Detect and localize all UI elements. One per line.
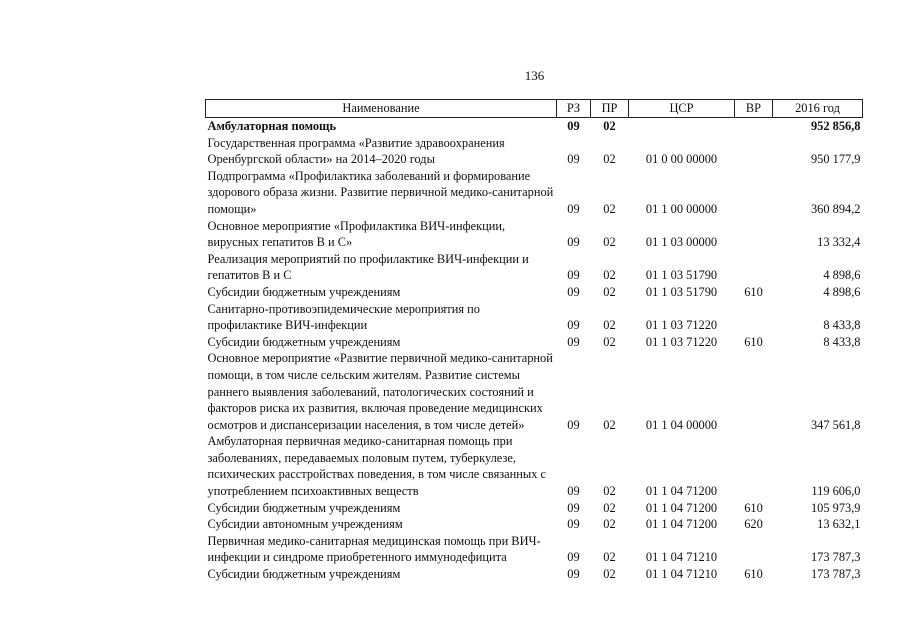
row-vr <box>735 135 773 168</box>
row-pr: 02 <box>603 318 616 333</box>
row-csr: 01 1 00 00000 <box>645 201 718 216</box>
row-vr: 610 <box>744 334 763 349</box>
header-csr: ЦСР <box>629 100 735 118</box>
row-name: Основное мероприятие «Профилактика ВИЧ-инфекции, вирусных гепатитов В и С» <box>207 218 506 250</box>
header-year: 2016 год <box>773 100 863 118</box>
row-pr: 02 <box>603 550 616 565</box>
budget-table <box>205 99 863 583</box>
row-pr: 02 <box>603 334 616 349</box>
row-rz: 09 <box>567 567 580 582</box>
row-name: Амбулаторная помощь <box>207 119 337 133</box>
row-name: Подпрограмма «Профилактика заболеваний и формирование здорового образа жизни. Развитие первичной медико-санитарной помощи» <box>207 168 554 216</box>
row-vr: 610 <box>744 500 763 515</box>
row-sum: 13 332,4 <box>817 235 861 250</box>
table-row <box>206 433 863 499</box>
row-vr <box>735 251 773 284</box>
row-rz: 09 <box>567 119 580 133</box>
row-csr: 01 1 04 71200 <box>645 517 718 532</box>
row-name: Реализация мероприятий по профилактике ВИЧ-инфекции и гепатитов В и С <box>207 251 529 283</box>
row-vr <box>735 118 773 135</box>
row-sum: 952 856,8 <box>810 119 861 133</box>
table-row <box>206 301 863 334</box>
row-rz: 09 <box>567 500 580 515</box>
row-vr: 610 <box>744 284 763 299</box>
row-vr <box>735 301 773 334</box>
row-name: Санитарно-противоэпидемические мероприятия по профилактике ВИЧ-инфекции <box>207 301 480 333</box>
table-row <box>206 284 863 301</box>
table-row <box>206 218 863 251</box>
row-name: Субсидии бюджетным учреждениям <box>207 500 401 515</box>
row-vr: 610 <box>744 567 763 582</box>
row-vr <box>735 533 773 566</box>
row-sum: 13 632,1 <box>817 517 861 532</box>
row-name: Государственная программа «Развитие здравоохранения Оренбургской области» на 2014–2020 годы <box>207 135 505 167</box>
row-sum: 105 973,9 <box>810 500 861 515</box>
row-rz: 09 <box>567 235 580 250</box>
row-pr: 02 <box>603 484 616 499</box>
row-vr <box>735 218 773 251</box>
row-name: Первичная медико-санитарная медицинская помощь при ВИЧ-инфекции и синдроме приобретенного иммунодефицита <box>207 533 541 565</box>
row-sum: 173 787,3 <box>810 550 861 565</box>
table-header-row <box>206 100 863 118</box>
header-rz: РЗ <box>557 100 591 118</box>
row-pr: 02 <box>603 417 616 432</box>
row-name: Субсидии бюджетным учреждениям <box>207 567 401 582</box>
row-rz: 09 <box>567 318 580 333</box>
row-pr: 02 <box>603 567 616 582</box>
header-vr: ВР <box>735 100 773 118</box>
row-csr: 01 1 04 71200 <box>645 484 718 499</box>
row-sum: 8 433,8 <box>823 318 861 333</box>
row-csr: 01 1 03 51790 <box>645 284 718 299</box>
table-row <box>206 516 863 533</box>
row-csr: 01 0 00 00000 <box>645 152 718 167</box>
table-row <box>206 500 863 517</box>
row-pr: 02 <box>603 235 616 250</box>
row-csr: 01 1 03 51790 <box>645 268 718 283</box>
row-sum: 8 433,8 <box>823 334 861 349</box>
row-rz: 09 <box>567 284 580 299</box>
row-pr: 02 <box>603 268 616 283</box>
row-csr: 01 1 04 71200 <box>645 500 718 515</box>
row-pr: 02 <box>603 500 616 515</box>
row-csr: 01 1 03 71220 <box>645 318 718 333</box>
table-row <box>206 118 863 135</box>
row-rz: 09 <box>567 152 580 167</box>
table-row <box>206 251 863 284</box>
row-vr <box>735 168 773 218</box>
row-vr: 620 <box>744 517 763 532</box>
row-name: Субсидии автономным учреждениям <box>207 517 403 532</box>
row-pr: 02 <box>603 517 616 532</box>
row-sum: 119 606,0 <box>811 484 861 499</box>
row-sum: 4 898,6 <box>823 268 861 283</box>
row-sum: 173 787,3 <box>810 567 861 582</box>
row-name: Основное мероприятие «Развитие первичной медико-санитарной помощи, в том числе сельским жителям. Развитие системы раннего выявления заболеваний, патологических состояний и факторов риска их развития, включая проведение медицинских осмотров и диспансеризации населения, в том числе детей» <box>207 351 553 432</box>
row-csr: 01 1 03 00000 <box>645 235 718 250</box>
row-rz: 09 <box>567 201 580 216</box>
row-vr <box>735 433 773 499</box>
row-rz: 09 <box>567 268 580 283</box>
row-sum: 347 561,8 <box>810 417 861 432</box>
row-rz: 09 <box>567 517 580 532</box>
header-pr: ПР <box>591 100 629 118</box>
row-csr: 01 1 03 71220 <box>645 334 718 349</box>
table-row <box>206 350 863 433</box>
row-rz: 09 <box>567 334 580 349</box>
row-pr: 02 <box>603 119 616 133</box>
row-name: Субсидии бюджетным учреждениям <box>207 284 401 299</box>
row-sum: 4 898,6 <box>823 284 861 299</box>
row-sum: 950 177,9 <box>810 152 861 167</box>
row-rz: 09 <box>567 417 580 432</box>
row-csr <box>629 118 735 135</box>
row-csr: 01 1 04 71210 <box>645 567 718 582</box>
row-pr: 02 <box>603 201 616 216</box>
row-name: Амбулаторная первичная медико-санитарная помощь при заболеваниях, передаваемых половым путем, туберкулезе, психических расстройствах поведения, в том числе связанных с употреблением психоактивных веществ <box>207 434 547 499</box>
row-sum: 360 894,2 <box>810 201 861 216</box>
table-row <box>206 168 863 218</box>
table-row <box>206 533 863 566</box>
table-row <box>206 566 863 583</box>
table-row <box>206 334 863 351</box>
row-pr: 02 <box>603 284 616 299</box>
row-csr: 01 1 04 00000 <box>645 417 718 432</box>
header-name: Наименование <box>206 100 557 118</box>
row-name: Субсидии бюджетным учреждениям <box>207 334 401 349</box>
row-pr: 02 <box>603 152 616 167</box>
row-rz: 09 <box>567 484 580 499</box>
page-number: 136 <box>524 68 545 83</box>
table-row <box>206 135 863 168</box>
row-csr: 01 1 04 71210 <box>645 550 718 565</box>
row-rz: 09 <box>567 550 580 565</box>
row-vr <box>735 350 773 433</box>
